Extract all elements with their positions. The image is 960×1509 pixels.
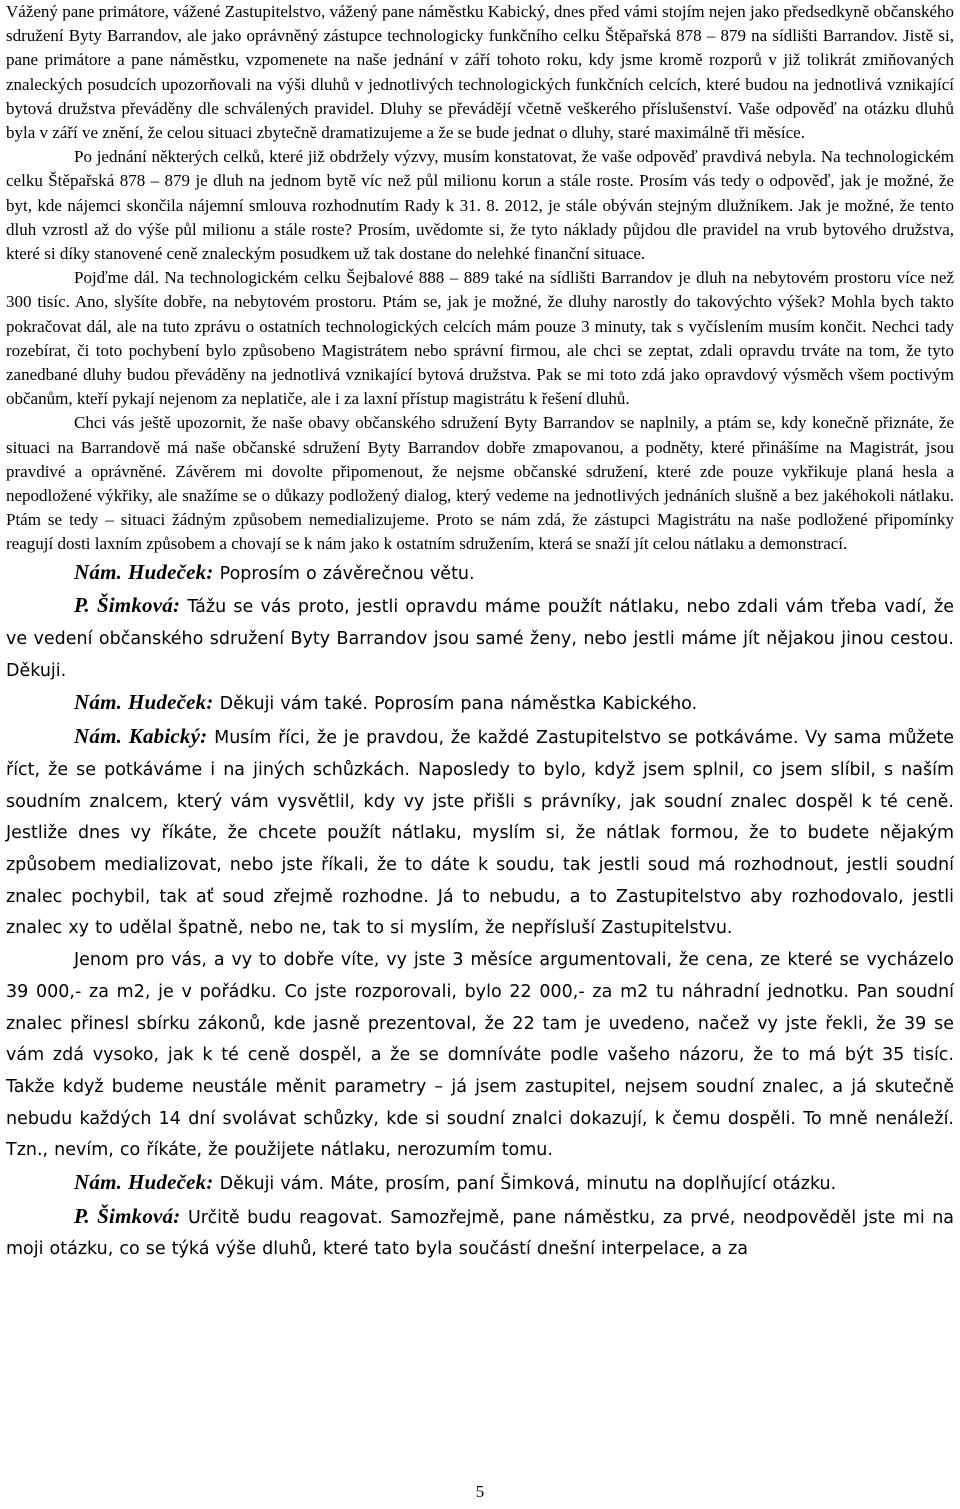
speech-text: Děkuji vám. Máte, prosím, paní Šimková, minutu na doplňující otázku.: [213, 1174, 837, 1195]
paragraph-debts-sejbalove: Pojďme dál. Na technologickém celku Šejbalové 888 – 889 také na sídlišti Barrandov je dluh na nebytovém prostoru více než 300 tisíc. Ano, slyšíte dobře, na nebytovém prostoru. Ptám se, jak je možné, že dluhy narostly do takovýchto výšek? Mohla bych takto pokračovat dál, ale na tuto zprávu o ostatních technologických celcích mám pouze 3 minuty, tak s vyčíslením musím končit. Nechci tady rozebírat, či toto pochybení bylo způsobeno Magistrátem nebo správní firmou, ale chci se zeptat, zdali opravdu trváte na tom, že tyto zanedbané dluhy budou převáděny na jednotlivá vznikající bytová družstva. Pak se mi toto zdá jako opravdový výsměch všem poctivým občanům, kteří pykají nejenom za neplatiče, ale i za laxní přístup magistrátu k řešení dluhů.: [6, 268, 954, 409]
paragraph-debts-stepanska: Po jednání některých celků, které již obdržely výzvy, musím konstatovat, že vaše odpověď pravdivá nebyla. Na technologickém celku Štěpařská 878 – 879 je dluh na jednom bytě víc než půl milionu korun a stále roste. Prosím vás tedy o odpověď, jak je možné, že byt, kde nájemci skončila nájemní smlouva rozhodnutím Rady k 31. 8. 2012, je stále obýván stejným dlužníkem. Jak je možné, že tento dluh vzrostl až do výše půl milionu a stále roste? Prosím, uvědomte si, že tyto náklady půjdou dle pravidel na vrub bytového družstva, které si díky stanovené ceně znaleckým posudkem už tak dostane do nelehké finanční situace.: [6, 147, 954, 264]
paragraph-intro: Vážený pane primátore, vážené Zastupitelstvo, vážený pane náměstku Kabický, dnes před vámi stojím nejen jako předsedkyně občanského sdružení Byty Barrandov, ale jako oprávněný zástupce technologicky funkčního celku Štěpařská 878 – 879 na sídlišti Barrandov. Jistě si, pane primátore a pane náměstku, vzpomenete na naše jednání v září tohoto roku, kdy jsme kromě rozporů v již tolikrát zmiňovaných znaleckých posudcích upozorňovali na výši dluhů v jednotlivých technologických funkčních celcích, které budou na jednotlivá vznikající bytová družstva převáděny dle schválených pravidel. Dluhy se převádějí včetně veškerého příslušenství. Vaše odpověď na otázku dluhů byla v září ve znění, že celou situaci zbytečně dramatizujeme a že se bude jednat o dluhy, staré maximálně tři měsíce.: [6, 2, 954, 143]
speech-text: Jenom pro vás, a vy to dobře víte, vy jste 3 měsíce argumentovali, že cena, ze které se vycházelo 39 000,- za m2, je v pořádku. Co jste rozporovali, bylo 22 000,- za m2 tu náhradní jednotku. Pan soudní znalec přinesl sbírku zákonů, kde jasně prezentoval, že 22 tam je uvedeno, načež vy jste řekli, že 39 se vám zdá vysoko, jak k té ceně dospěl, a že se domníváte podle vašeho názoru, že to má být 35 tisíc. Takže když budeme neustále měnit parametry – já jsem zastupitel, nejsem soudní znalec, a já skutečně nebudu každých 14 dní svolávat schůzky, kde si soudní znalci dokazují, k čemu dospěli. To mně nenáleží. Tzn., nevím, co říkáte, že použijete nátlaku, nerozumím tomu.: [6, 950, 954, 1161]
paragraph-association-concerns: Chci vás ještě upozornit, že naše obavy občanského sdružení Byty Barrandov se naplnily, a ptám se, kdy konečně přiznáte, že situaci na Barrandově má naše občanské sdružení Byty Barrandov dobře zmapovanou, a podněty, které přinášíme na Magistrát, jsou pravdivé a oprávněné. Závěrem mi dovolte připomenout, že nejsme občanské sdružení, které zde pouze vykřikuje planá hesla a nepodložené výkřiky, ale snažíme se o důkazy podložený dialog, který vedeme na jednotlivých jednáních slušně a bez jakéhokoli nátlaku. Ptám se tedy – situaci žádným způsobem nemedializujeme. Proto se nám zdá, že zástupci Magistrátu na naše podložené připomínky reagují dosti laxním způsobem a chovají se k nám jako k ostatním sdružením, která se snaží jít celou nátlaku a demonstrací.: [6, 413, 954, 554]
speech-text: Musím říci, že je pravdou, že každé Zastupitelstvo se potkáváme. Vy sama můžete říct, že se potkáváme i na jiných schůzkách. Naposledy to bylo, když jsem splnil, co jsem slíbil, s naším soudním znalcem, který vám vysvětlil, kdy vy jste přišli s právníky, jak soudní znalec dospěl k té ceně. Jestliže dnes vy říkáte, že chcete použít nátlaku, myslím si, že nátlak formou, že to budete nějakým způsobem medializovat, nebo jste říkali, že to dáte k soudu, tak jestli soud má rozhodnout, jestli soudní znalec pochybil, tak ať soud zřejmě rozhodne. Já to nebudu, a to Zastupitelstvo aby rozhodovalo, jestli znalec xy to udělal špatně, nebo ne, tak to si myslím, že nepřísluší Zastupitelstvu.: [6, 728, 954, 939]
dialogue-block: [6, 557, 954, 1266]
dialogue-paragraph: [6, 721, 954, 945]
page-number: 5: [475, 1482, 485, 1501]
dialogue-paragraph: [6, 1167, 954, 1201]
page-text: [6, 0, 954, 1266]
speaker-label: Nám. Hudeček:: [74, 1170, 214, 1195]
dialogue-paragraph: [6, 687, 954, 721]
dialogue-paragraph: [6, 557, 954, 591]
dialogue-paragraph: [6, 945, 954, 1167]
speech-text: Určitě budu reagovat. Samozřejmě, pane náměstku, za prvé, neodpověděl jste mi na moji otázku, co se týká výše dluhů, které tato byla součástí dnešní interpelace, a za: [6, 1207, 955, 1260]
speaker-label: Nám. Kabický:: [74, 724, 208, 749]
speaker-label: P. Šimková:: [74, 593, 181, 618]
council-minutes-block: [6, 0, 954, 557]
speech-text: Poprosím o závěrečnou větu.: [213, 563, 475, 584]
dialogue-paragraph: [6, 1201, 954, 1266]
speech-text: Tážu se vás proto, jestli opravdu máme použít nátlaku, nebo zdali vám třeba vadí, že ve vedení občanského sdružení Byty Barrandov jsou samé ženy, nebo jestli máme jít nějakou jinou cestou. Děkuji.: [6, 597, 954, 681]
speaker-label: P. Šimková:: [74, 1203, 181, 1228]
dialogue-paragraph: [6, 590, 954, 687]
speaker-label: Nám. Hudeček:: [74, 559, 214, 584]
speaker-label: Nám. Hudeček:: [74, 690, 214, 715]
speech-text: Děkuji vám také. Poprosím pana náměstka Kabického.: [213, 694, 698, 715]
